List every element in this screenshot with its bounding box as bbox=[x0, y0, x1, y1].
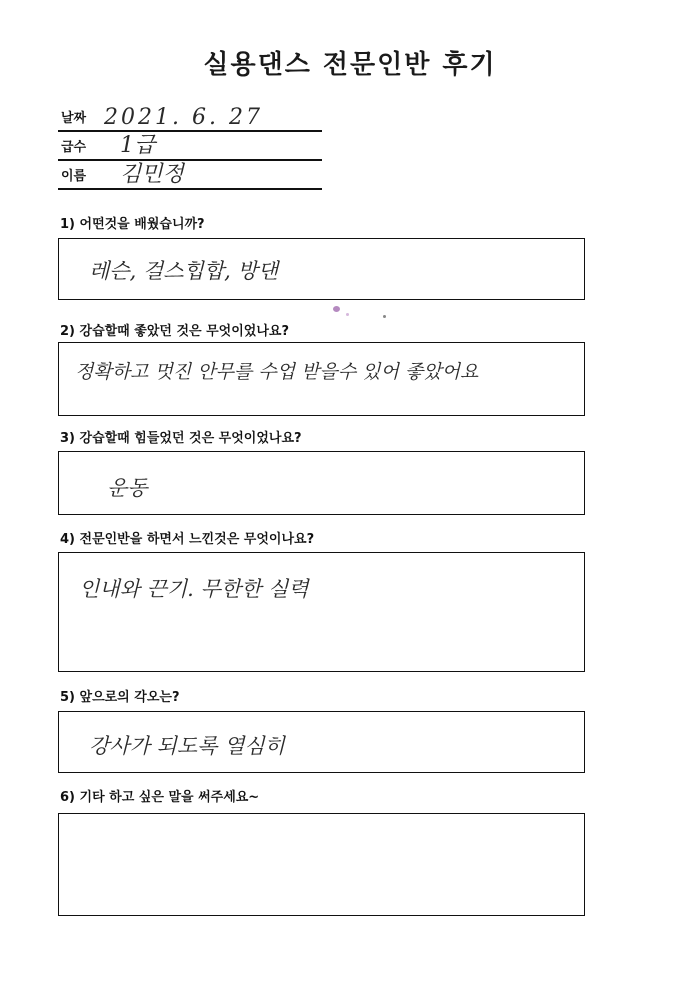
page-title: 실용댄스 전문인반 후기 bbox=[203, 50, 497, 80]
question-4-answer: 인내와 끈기. 무한한 실력 bbox=[79, 577, 309, 601]
question-3-label: 3) 강습할때 힘들었던 것은 무엇이었나요? bbox=[60, 431, 302, 446]
date-value: 2021. 6. 27 bbox=[104, 105, 263, 130]
question-2-label: 2) 강습할때 좋았던 것은 무엇이었나요? bbox=[60, 324, 290, 339]
question-5-answer-box bbox=[58, 711, 585, 773]
name-label: 이름 bbox=[61, 169, 87, 184]
question-4-label: 4) 전문인반을 하면서 느낀것은 무엇이나요? bbox=[60, 532, 315, 547]
question-6-label: 6) 기타 하고 싶은 말을 써주세요~ bbox=[60, 790, 260, 805]
question-3-answer-box bbox=[58, 451, 585, 515]
question-6-answer-box bbox=[58, 813, 585, 916]
question-2-answer: 정확하고 멋진 안무를 수업 받을수 있어 좋았어요 bbox=[75, 361, 479, 383]
date-row bbox=[58, 102, 322, 132]
date-label: 날짜 bbox=[61, 111, 87, 126]
grade-row bbox=[58, 131, 322, 161]
ink-speck bbox=[333, 306, 340, 312]
ink-speck bbox=[383, 315, 386, 318]
question-4-answer-box bbox=[58, 552, 585, 672]
question-5-label: 5) 앞으로의 각오는? bbox=[60, 690, 180, 705]
grade-value: 1급 bbox=[120, 133, 156, 158]
question-5-answer: 강사가 되도록 열심히 bbox=[89, 734, 285, 758]
question-1-answer-box bbox=[58, 238, 585, 300]
name-value: 김민정 bbox=[120, 162, 184, 187]
question-1-label: 1) 어떤것을 배웠습니까? bbox=[60, 217, 205, 232]
question-3-answer: 운동 bbox=[107, 476, 148, 500]
question-1-answer: 레슨, 걸스힙합, 방댄 bbox=[89, 259, 278, 283]
question-2-answer-box bbox=[58, 342, 585, 416]
grade-label: 급수 bbox=[61, 140, 87, 155]
ink-speck bbox=[346, 313, 349, 316]
name-row bbox=[58, 160, 322, 190]
